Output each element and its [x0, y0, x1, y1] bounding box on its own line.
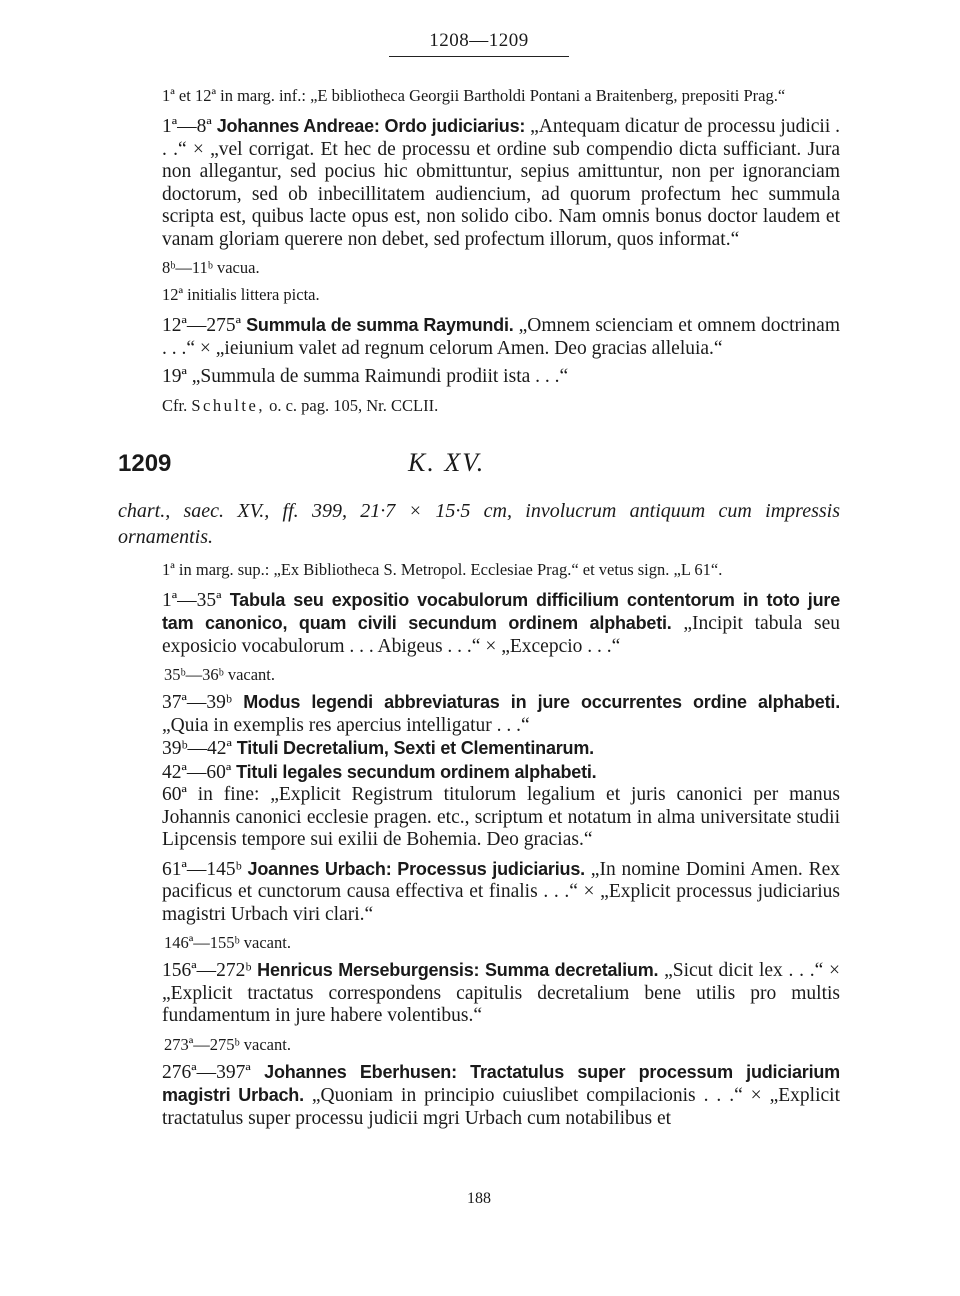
note-paragraph: 12ª initialis littera picta. [162, 285, 320, 304]
entry-text: „Quoniam in principio cuiuslibet compilacionis . . .“ × „Explicit tractatulus super processu judicii mgri Urbach cum notabilibus et [162, 1085, 841, 1129]
author-name: Schulte, [191, 395, 265, 415]
entry-paragraph [118, 858, 840, 927]
note-paragraph: 273ª—275ᵇ vacant. [164, 1034, 291, 1054]
note-paragraph: 8ᵇ—11ᵇ vacua. [162, 258, 260, 277]
manuscript-signature: K. XV. [408, 447, 486, 477]
entry-paragraph [118, 691, 840, 737]
folio-range: 12ª—275ª [162, 315, 242, 336]
entry-heading: Henricus Merseburgensis: Summa decretalium. [257, 960, 659, 980]
note-paragraph: 19ª „Summula de summa Raimundi prodiit ista . . .“ [162, 366, 569, 387]
entry-text: „Quia in exemplis res apercius intelligatur . . .“ [162, 714, 530, 736]
entry-heading: Joannes Urbach: Processus judiciarius. [247, 858, 585, 879]
note-paragraph: 146ª—155ᵇ vacant. [164, 933, 291, 952]
entry-text: „Omnem scienciam et omnem doctrinam . . .“ × „ieiunium valet ad regnum celorum Amen. Deo gracias alleluia.“ [162, 315, 840, 359]
entry-heading: Johannes Andreae: Ordo judiciarius: [216, 116, 526, 136]
entry-paragraph [118, 115, 840, 251]
page-number: 188 [467, 1190, 491, 1207]
entry-paragraph [118, 589, 840, 659]
manuscript-number: 1209 [118, 449, 172, 477]
running-head: 1208—1209 [389, 30, 569, 57]
note-paragraph: 1ª et 12ª in marg. inf.: „E bibliotheca Georgii Bartholdi Pontani a Braitenberg, prepositi Prag.“ [162, 86, 786, 105]
reference-note: Cfr. Schulte, o. c. pag. 105, Nr. CCLII. [162, 395, 439, 415]
folio-range: 61ª—145ᵇ [162, 858, 242, 880]
entry-paragraph [118, 761, 840, 785]
folio-range: 1ª—35ª [162, 589, 222, 611]
entry-heading: Tituli legales secundum ordinem alphabeti. [236, 761, 597, 782]
entry-paragraph [118, 314, 840, 360]
entry-text: „In nomine Domini Amen. Rex pacificus et cunctorum causa effectiva et finalis . . .“ × „Explicit processus judiciarius magistri Urbach viri clari.“ [162, 858, 841, 925]
entry-paragraph [118, 1061, 840, 1131]
entry-text: „Sicut dicit lex . . .“ × „Explicit tractatus correspondens capitulis decretalium bene utilis pro multis fundamentum in jure habere volentibus.“ [162, 960, 841, 1026]
entry-paragraph [118, 737, 840, 761]
entry-heading: Tabula seu expositio vocabulorum difficilium contentorum in toto jure tam canonico, quam civili secundum ordinem alphabeti. [162, 589, 841, 633]
manuscript-heading [118, 448, 840, 478]
note-paragraph: 35ᵇ—36ᵇ vacant. [164, 665, 276, 684]
entry-paragraph [118, 959, 840, 1028]
page [118, 30, 840, 1208]
folio-range: 37ª—39ᵇ [162, 692, 232, 713]
folio-range: 42ª—60ª [162, 761, 232, 783]
entry-heading: Summula de summa Raymundi. [246, 315, 514, 335]
manuscript-description: chart., saec. XV., ff. 399, 21·7 × 15·5 cm, involucrum antiquum cum impressis ornamentis. [118, 499, 840, 548]
entry-text: „Incipit tabula seu exposicio vocabulorum . . . Abigeus . . .“ × „Excepcio . . .“ [162, 613, 840, 657]
entry-heading: Johannes Eberhusen: Tractatulus super processum judiciarium magistri Urbach. [162, 1061, 840, 1105]
note-paragraph: 1ª in marg. sup.: „Ex Bibliotheca S. Metropol. Ecclesiae Prag.“ et vetus sign. „L 61“. [162, 559, 723, 579]
folio-range: 156ª—272ᵇ [162, 960, 252, 981]
entry-text: „Antequam dicatur de processu judicii . . .“ × „vel corrigat. Et hec de processu et ordine sub compendio dicta sufficiant. Jura non allegantur, sed pocius hic obmittuntur, sepius amittuntur, non per ignoranciam doctorum, sed ob inbecillitatem audiencium, ad quorum profectum hec summula scripta est, quibus lacte opus est, non solido cibo. Nam omnis bonus doctor laudem et vanam gloriam querere non debet, sed profectum illorum, quos informat.“ [162, 116, 841, 250]
folio-range: 276ª—397ª [162, 1061, 251, 1083]
note-paragraph: 60ª in fine: „Explicit Registrum titulorum legalium et juris canonici per manus Johannis canonici ecclesie pragen. etc., scriptum et notatum in alma universitate studii Lipcensis tempore sui exilii de Bohemia. Deo gracias.“ [162, 784, 840, 850]
entry-heading: Tituli Decretalium, Sexti et Clementinarum. [236, 738, 594, 758]
folio-range: 1ª—8ª [162, 116, 212, 137]
folio-range: 39ᵇ—42ª [162, 738, 232, 759]
entry-heading: Modus legendi abbreviaturas in jure occurrentes ordine alphabeti. [243, 692, 840, 712]
